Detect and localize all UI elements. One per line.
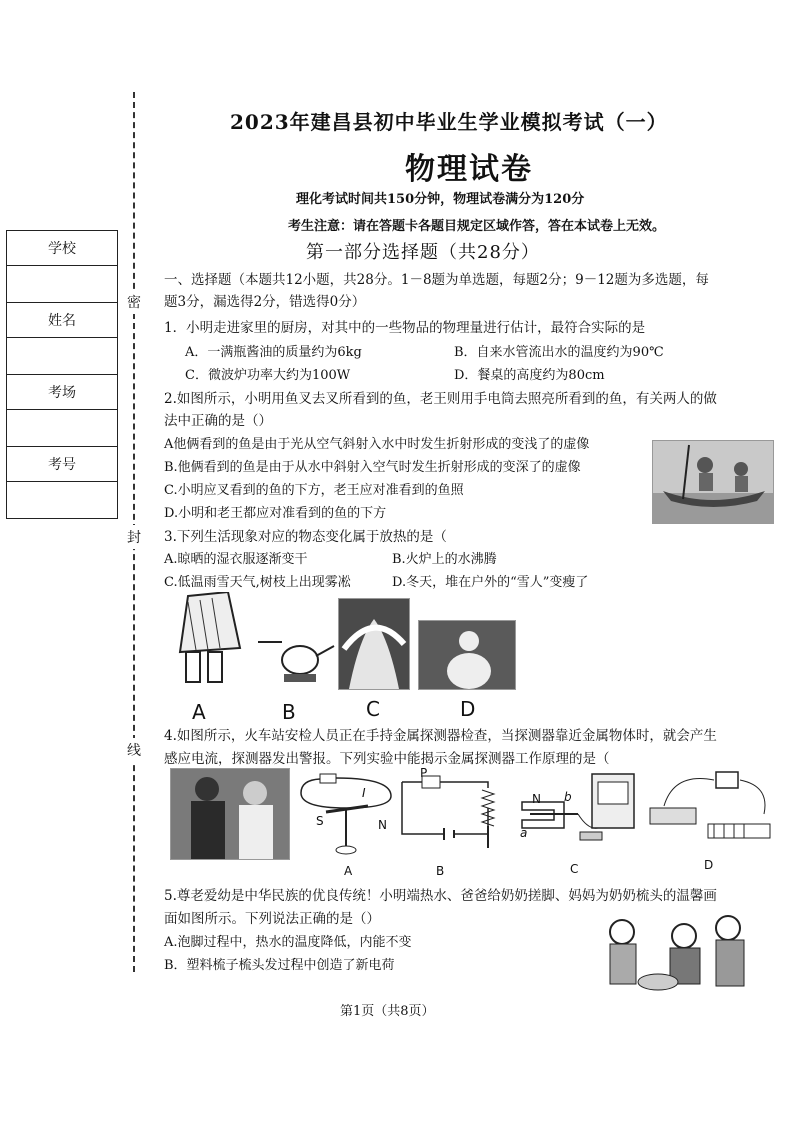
q4-stem-line-1: 4.如图所示，火车站安检人员正在手持金属探测器检查，当探测器靠近金属物体时，就会产生 (164, 728, 717, 744)
q4-diagram-a (296, 768, 396, 862)
page-footer: 第1页（共8页） (340, 1004, 435, 1019)
exam-number-label: 考号 (7, 447, 118, 482)
q2-stem-line-2: 法中正确的是（） (164, 413, 272, 429)
q4-c-b-label: b (564, 790, 572, 804)
q4-diagram-b (398, 768, 498, 862)
q5-stem-line-2: 面如图所示。下列说法正确的是（） (164, 911, 380, 927)
q2-option-d: D.小明和老王都应对准看到的鱼的下方 (164, 506, 387, 521)
q4-diagram-label-d: D (704, 858, 714, 872)
time-note: 理化考试时间共150分钟，物理试卷满分为120分 (296, 192, 585, 207)
name-field (7, 338, 118, 375)
q2-stem-line-1: 2.如图所示，小明用鱼叉去叉所看到的鱼，老王则用手电筒去照亮所看到的鱼，有关两人的做 (164, 391, 717, 407)
q4-c-a-label: a (520, 826, 528, 840)
q3-stem: 3.下列生活现象对应的物态变化属于放热的是（ (164, 529, 447, 545)
instructions-line-2: 题3分，漏选得2分，错选得0分） (164, 294, 366, 310)
security-check-image (170, 768, 290, 860)
q3-option-d: D.冬天，堆在户外的“雪人”变瘦了 (392, 575, 589, 590)
q5-stem-line-1: 5.尊老爱幼是中华民族的优良传统！小明端热水、爸爸给奶奶搓脚、妈妈为奶奶梳头的温馨画 (164, 888, 717, 904)
q3-option-c: C.低温雨雪天气,树枝上出现雾凇 (164, 575, 351, 590)
q4-diagram-c (518, 770, 642, 860)
section-title: 第一部分选择题（共28分） (306, 242, 540, 263)
exam-room-label: 考场 (7, 375, 118, 410)
q1-option-a: A．一满瓶酱油的质量约为6kg (185, 345, 362, 360)
q4-diagram-label-b: B (436, 864, 445, 878)
q3-image-label-c: C (366, 697, 380, 721)
q1-option-b: B．自来水管流出水的温度约为90℃ (454, 345, 664, 360)
q3-image-label-d: D (460, 697, 476, 721)
boiling-kettle-image (258, 634, 340, 688)
school-field (7, 266, 118, 303)
q4-diagram-label-a: A (344, 864, 353, 878)
drying-clothes-image (168, 592, 242, 690)
q2-option-b: B.他俩看到的鱼是由于从水中斜射入空气时发生折射形成的变深了的虚像 (164, 460, 581, 475)
q1-option-d: D．餐桌的高度约为80cm (454, 368, 605, 383)
student-info-table (6, 230, 118, 519)
q1-stem: 1．小明走进家里的厨房，对其中的一些物品的物理量进行估计，最符合实际的是 (164, 320, 646, 336)
exam-title: 2023年建昌县初中毕业生学业模拟考试（一） (230, 110, 668, 134)
seal-char-xian: 线 (127, 738, 141, 762)
q3-option-a: A.晾晒的湿衣服逐渐变干 (164, 552, 308, 567)
subject-title: 物理试卷 (405, 152, 533, 187)
exam-notice: 考生注意：请在答题卡各题目规定区域作答，答在本试卷上无效。 (288, 219, 666, 234)
fishing-boat-image (652, 440, 774, 524)
q2-option-a: A他俩看到的鱼是由于光从空气斜射入水中时发生折射形成的变浅了的虚像 (164, 437, 590, 452)
q3-option-b: B.火炉上的水沸腾 (392, 552, 497, 567)
q4-stem-line-2: 感应电流，探测器发出警报。下列实验中能揭示金属探测器工作原理的是（ (164, 751, 610, 767)
q4-a-s-label: S (316, 814, 324, 828)
q4-c-n-label: N (532, 792, 541, 806)
rime-tree-image (338, 598, 410, 690)
exam-number-field (7, 482, 118, 519)
q4-a-n-label: N (378, 818, 387, 832)
snowman-image (418, 620, 516, 690)
instructions-line-1: 一、选择题（本题共12小题，共28分。1－8题为单选题，每题2分；9－12题为多选题，每 (164, 272, 709, 288)
q5-option-b: B．塑料梳子梳头发过程中创造了新电荷 (164, 958, 395, 973)
q3-image-label-a: A (192, 700, 206, 724)
family-foot-washing-image (598, 910, 758, 996)
q5-option-a: A.泡脚过程中，热水的温度降低，内能不变 (164, 935, 412, 950)
q2-option-c: C.小明应叉看到的鱼的下方，老王应对准看到的鱼照 (164, 483, 464, 498)
q1-option-c: C．微波炉功率大约为100W (185, 368, 351, 383)
q4-diagram-label-c: C (570, 862, 579, 876)
name-label: 姓名 (7, 303, 118, 338)
q4-b-p-label: P (420, 766, 428, 780)
seal-char-feng: 封 (127, 525, 141, 549)
school-label: 学校 (7, 231, 118, 266)
exam-room-field (7, 410, 118, 447)
seal-char-mi: 密 (127, 290, 141, 314)
q4-a-current-label: I (362, 786, 366, 800)
q3-image-label-b: B (282, 700, 296, 724)
q4-diagram-d (644, 766, 776, 856)
